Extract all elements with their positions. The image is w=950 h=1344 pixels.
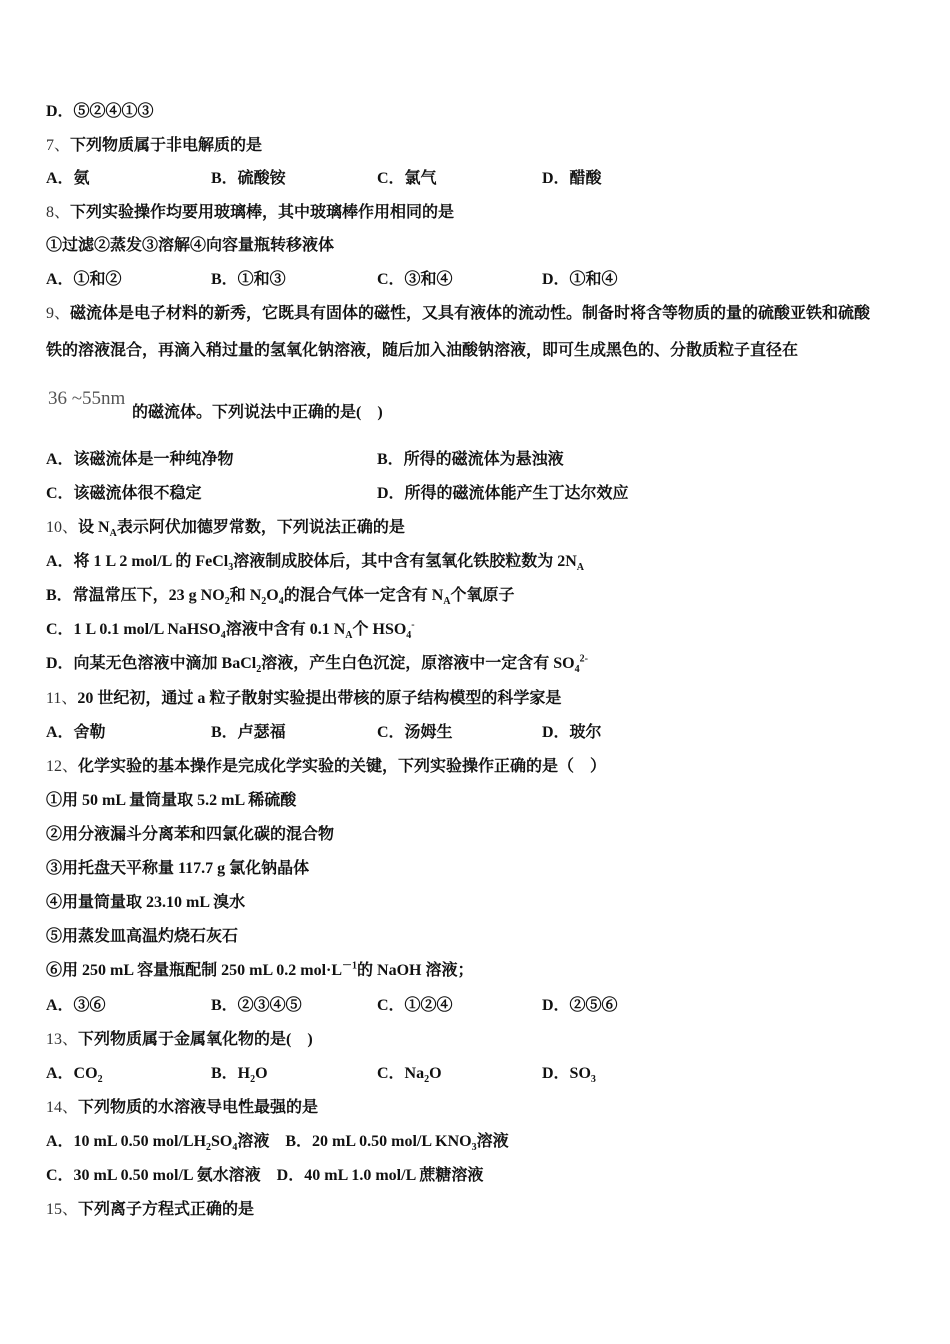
text-segment: 下列物质属于金属氧化物的是( ) <box>78 1031 313 1048</box>
answer-option <box>377 722 453 744</box>
superscript: －1 <box>342 960 358 972</box>
text-segment: 下列物质属于非电解质的是 <box>70 137 263 154</box>
text-segment: 磁流体是电子材料的新秀，它既具有固体的磁性，又具有液体的流动性。制备时将含等物质的量的硫酸亚铁和硫酸 <box>70 305 871 322</box>
text-line <box>0 235 950 257</box>
text-line <box>0 517 950 539</box>
text-line <box>0 790 950 812</box>
subscript: 4 <box>574 664 580 676</box>
text-segment: C．汤姆生 <box>377 724 453 741</box>
line-text <box>46 824 334 846</box>
line-text <box>46 517 405 539</box>
answer-option <box>46 483 202 505</box>
text-segment: B．①和③ <box>211 271 286 288</box>
answer-option <box>542 269 618 291</box>
line-text <box>132 402 383 424</box>
text-segment: D．②⑤⑥ <box>542 997 618 1014</box>
answer-option <box>211 1063 268 1085</box>
line-text <box>46 101 154 123</box>
answer-option <box>211 269 286 291</box>
text-line <box>0 858 950 880</box>
subscript: 2 <box>424 1074 430 1086</box>
text-line <box>0 1029 950 1051</box>
subscript: 3 <box>471 1142 477 1154</box>
text-line <box>0 1131 950 1153</box>
text-segment: 溶液 B．20 mL 0.50 mol/L KNO <box>237 1133 472 1150</box>
text-segment: D．①和④ <box>542 271 618 288</box>
text-line <box>0 303 950 325</box>
subscript: 4 <box>220 630 226 642</box>
text-segment: 个氧原子 <box>450 587 515 604</box>
text-segment: B．②③④⑤ <box>211 997 302 1014</box>
answer-option <box>377 483 629 505</box>
line-text <box>46 960 473 982</box>
text-segment: C．30 mL 0.50 mol/L 氨水溶液 D．40 mL 1.0 mol/L 蔗糖溶液 <box>46 1167 484 1184</box>
superscript: - <box>411 619 415 631</box>
line-text <box>46 1165 483 1187</box>
subscript: 4 <box>406 630 412 642</box>
text-segment: 的 NaOH 溶液； <box>357 962 474 979</box>
line-text <box>46 551 584 573</box>
text-segment: A．氨 <box>46 170 90 187</box>
answer-option <box>46 449 234 471</box>
text-line <box>0 585 950 607</box>
text-segment: ②用分液漏斗分离苯和四氯化碳的混合物 <box>46 826 335 843</box>
text-segment: D．SO <box>542 1065 591 1082</box>
text-segment: D．玻尔 <box>542 724 602 741</box>
text-segment: 下列离子方程式正确的是 <box>78 1201 255 1218</box>
text-line <box>0 824 950 846</box>
text-segment: B．硫酸铵 <box>211 170 286 187</box>
text-segment: B．所得的磁流体为悬浊液 <box>377 451 564 468</box>
text-segment: A．①和② <box>46 271 122 288</box>
text-segment: A．CO <box>46 1065 98 1082</box>
text-line <box>0 101 950 123</box>
question-number: 13、 <box>46 1031 79 1048</box>
text-segment: O <box>266 587 279 604</box>
question-number: 8、 <box>46 204 71 221</box>
text-line <box>0 551 950 573</box>
text-segment: C．③和④ <box>377 271 453 288</box>
text-segment: 铁的溶液混合，再滴入稍过量的氢氧化钠溶液，随后加入油酸钠溶液，即可生成黑色的、分散质粒子直径在 <box>46 342 799 359</box>
text-line <box>0 619 950 641</box>
line-text <box>46 1097 318 1119</box>
text-line <box>0 1165 950 1187</box>
answer-option <box>542 168 602 190</box>
answer-option <box>377 269 453 291</box>
line-text <box>46 892 245 914</box>
answer-option <box>46 1063 103 1085</box>
text-segment: A．将 1 L 2 mol/L 的 FeCl <box>46 553 229 570</box>
text-line <box>0 722 950 744</box>
text-segment: 的磁流体。下列说法中正确的是( ) <box>132 404 383 421</box>
text-segment: 个 HSO <box>352 621 407 638</box>
text-segment: 和 N <box>229 587 262 604</box>
text-line <box>0 202 950 224</box>
subscript: 4 <box>278 596 284 608</box>
subscript: A <box>443 596 451 608</box>
text-segment: ①过滤②蒸发③溶解④向容量瓶转移液体 <box>46 237 335 254</box>
subscript: 3 <box>590 1074 596 1086</box>
subscript: 3 <box>228 562 234 574</box>
answer-option <box>46 995 106 1017</box>
text-line <box>0 892 950 914</box>
text-line <box>0 1199 950 1221</box>
text-segment: ③用托盘天平称量 117.7 g 氯化钠晶体 <box>46 860 310 877</box>
question-number: 11、 <box>46 690 78 707</box>
text-line <box>0 402 950 424</box>
text-segment: B．常温常压下，23 g NO <box>46 587 225 604</box>
subscript: A <box>576 562 585 574</box>
subscript: 4 <box>232 1142 238 1154</box>
question-number: 12、 <box>46 758 79 775</box>
subscript: A <box>109 528 117 540</box>
text-segment: ①用 50 mL 量筒量取 5.2 mL 稀硫酸 <box>46 792 297 809</box>
text-segment: 下列物质的水溶液导电性最强的是 <box>78 1099 319 1116</box>
text-segment: O <box>429 1065 442 1082</box>
text-segment: 表示阿伏加德罗常数，下列说法正确的是 <box>116 519 405 536</box>
text-segment: B．卢瑟福 <box>211 724 286 741</box>
question-number: 7、 <box>46 137 71 154</box>
text-line <box>0 756 950 778</box>
answer-option <box>46 269 122 291</box>
answer-option <box>211 722 286 744</box>
text-segment: B．H <box>211 1065 251 1082</box>
line-text <box>46 202 454 224</box>
text-segment: D．醋酸 <box>542 170 602 187</box>
text-segment: SO <box>211 1133 233 1150</box>
answer-option <box>46 168 90 190</box>
line-text <box>46 135 262 157</box>
text-segment: 的混合气体一定含有 N <box>283 587 444 604</box>
line-text <box>46 790 296 812</box>
line-text <box>46 235 334 257</box>
subscript: A <box>345 630 353 642</box>
line-text <box>46 1131 509 1153</box>
line-text <box>46 858 309 880</box>
subscript: 2 <box>97 1074 103 1086</box>
text-line <box>0 340 950 362</box>
line-text <box>46 619 415 641</box>
line-text <box>46 340 798 362</box>
text-segment: 溶液，产生白色沉淀，原溶液中一定含有 SO <box>261 655 575 672</box>
text-segment: C．氯气 <box>377 170 437 187</box>
text-line <box>0 1097 950 1119</box>
text-segment: 溶液中含有 0.1 N <box>225 621 346 638</box>
text-segment: C．Na <box>377 1065 425 1082</box>
subscript: 2 <box>250 1074 256 1086</box>
line-text <box>46 756 606 778</box>
text-line <box>0 135 950 157</box>
text-segment: 化学实验的基本操作是完成化学实验的关键，下列实验操作正确的是（ ） <box>78 758 607 775</box>
text-line <box>0 168 950 190</box>
answer-option <box>377 449 564 471</box>
text-segment: 设 N <box>78 519 110 536</box>
text-segment: 20 世纪初，通过 a 粒子散射实验提出带核的原子结构模型的科学家是 <box>77 690 562 707</box>
line-text <box>46 1029 313 1051</box>
answer-option <box>377 1063 442 1085</box>
text-segment: ④用量筒量取 23.10 mL 溴水 <box>46 894 246 911</box>
answer-option <box>211 168 286 190</box>
line-text <box>46 688 561 710</box>
text-segment: 溶液制成胶体后，其中含有氢氧化铁胶粒数为 2N <box>233 553 577 570</box>
answer-option <box>211 995 302 1017</box>
text-line <box>0 960 950 982</box>
answer-option <box>542 995 618 1017</box>
answer-option <box>46 722 106 744</box>
text-segment: A．舍勒 <box>46 724 106 741</box>
text-segment: A．③⑥ <box>46 997 106 1014</box>
text-segment: D．⑤②④①③ <box>46 103 154 120</box>
text-segment: ⑥用 250 mL 容量瓶配制 250 mL 0.2 mol·L <box>46 962 343 979</box>
question-number: 14、 <box>46 1099 79 1116</box>
text-line <box>0 995 950 1017</box>
line-text <box>46 926 238 948</box>
line-text <box>46 585 515 607</box>
subscript: 2 <box>261 596 267 608</box>
answer-option <box>377 168 437 190</box>
text-line <box>0 269 950 291</box>
subscript: 2 <box>256 664 262 676</box>
subscript: 2 <box>206 1142 212 1154</box>
line-text <box>46 1199 254 1221</box>
text-segment: C．该磁流体很不稳定 <box>46 485 202 502</box>
text-segment: 溶液 <box>476 1133 509 1150</box>
line-text <box>46 303 870 325</box>
question-number: 10、 <box>46 519 79 536</box>
text-segment: A．10 mL 0.50 mol/LH <box>46 1133 207 1150</box>
text-line <box>0 483 950 505</box>
text-line <box>0 1063 950 1085</box>
line-text <box>46 653 588 675</box>
formula-image: 36 ~55nm <box>48 388 126 409</box>
text-line <box>0 653 950 675</box>
text-segment: D．所得的磁流体能产生丁达尔效应 <box>377 485 629 502</box>
text-segment: O <box>255 1065 268 1082</box>
answer-option <box>542 1063 596 1085</box>
question-number: 9、 <box>46 305 71 322</box>
text-segment: A．该磁流体是一种纯净物 <box>46 451 234 468</box>
text-line <box>0 688 950 710</box>
question-number: 15、 <box>46 1201 79 1218</box>
text-segment: C．①②④ <box>377 997 453 1014</box>
text-segment: 下列实验操作均要用玻璃棒，其中玻璃棒作用相同的是 <box>70 204 455 221</box>
text-line <box>0 449 950 471</box>
text-segment: D．向某无色溶液中滴加 BaCl <box>46 655 257 672</box>
text-segment: ⑤用蒸发皿高温灼烧石灰石 <box>46 928 239 945</box>
superscript: 2- <box>579 653 588 665</box>
text-line <box>0 926 950 948</box>
answer-option <box>377 995 453 1017</box>
text-segment: C．1 L 0.1 mol/L NaHSO <box>46 621 221 638</box>
subscript: 2 <box>224 596 230 608</box>
answer-option <box>542 722 602 744</box>
